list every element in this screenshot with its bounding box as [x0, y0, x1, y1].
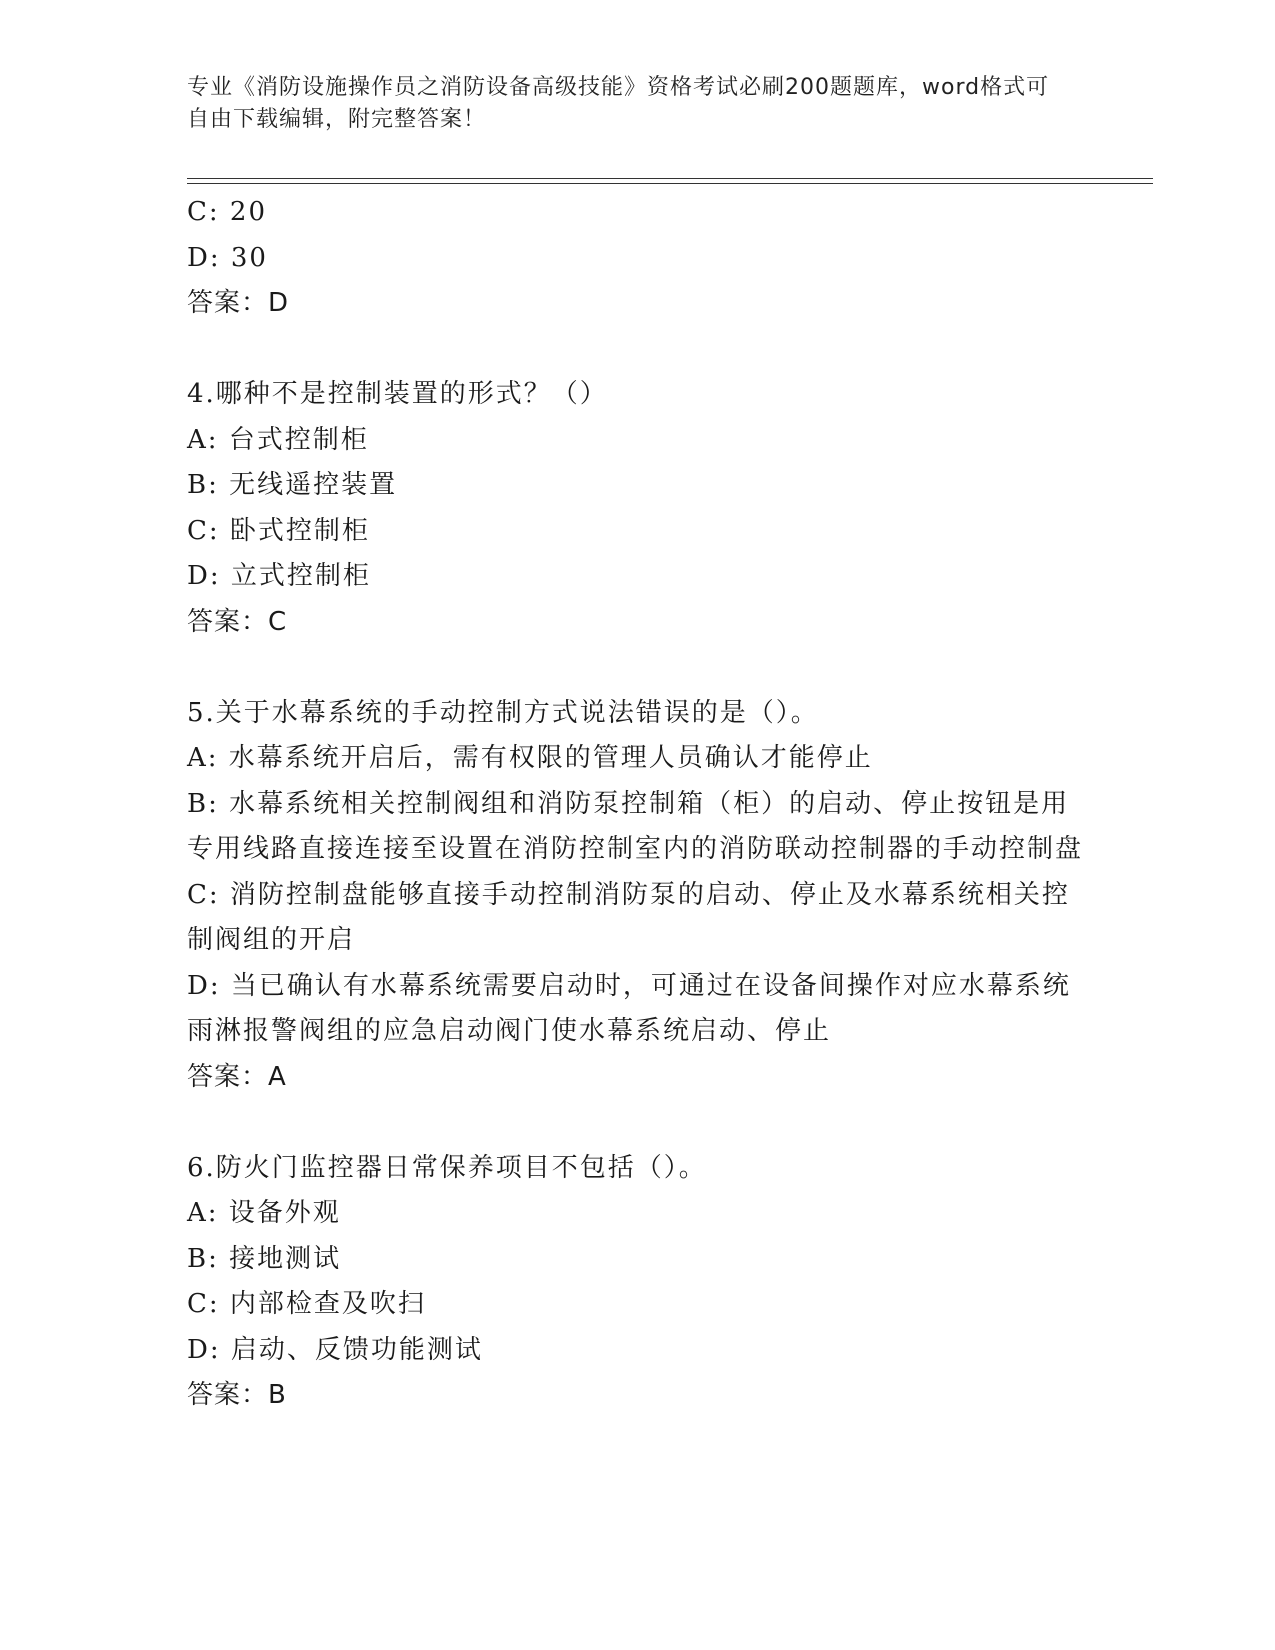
answer-label: 答案：A: [187, 1061, 287, 1092]
option-c: C: 20: [187, 197, 268, 227]
option-b: B: 无线遥控装置: [187, 470, 398, 500]
answer-label: 答案：D: [187, 288, 290, 318]
answer-label: 答案：C: [187, 606, 288, 637]
question-stem: 6.防火门监控器日常保养项目不包括（）。: [187, 1152, 707, 1183]
option-d: D: 30: [187, 242, 268, 273]
header-divider: [187, 178, 1153, 179]
spacer: [187, 1100, 1087, 1146]
question-list: [187, 190, 1087, 1419]
header-divider: [187, 183, 1153, 184]
document-header: [187, 72, 1067, 136]
option-a: A: 台式控制柜: [187, 424, 369, 455]
option-d: D: 启动、反馈功能测试: [187, 1334, 483, 1365]
option-b: B: 水幕系统相关控制阀组和消防泵控制箱（柜）的启动、停止按钮是用专用线路直接连接至设置在消防控制室内的消防联动控制器的手动控制盘: [187, 788, 1084, 864]
question-block: [187, 190, 1087, 327]
option-c: C: 内部检查及吹扫: [187, 1289, 426, 1319]
question-block: [187, 691, 1087, 1101]
option-a: A: 水幕系统开启后，需有权限的管理人员确认才能停止: [187, 743, 873, 773]
option-a: A: 设备外观: [187, 1198, 341, 1228]
question-stem: 4.哪种不是控制装置的形式？（）: [187, 379, 608, 409]
answer-label: 答案：B: [187, 1380, 287, 1410]
question-block: [187, 1146, 1087, 1419]
header-title: 专业《消防设施操作员之消防设备高级技能》资格考试必刷200题题库，word格式可自由下载编辑，附完整答案！: [187, 75, 1050, 132]
option-d: D: 立式控制柜: [187, 561, 371, 591]
option-b: B: 接地测试: [187, 1243, 342, 1274]
option-d: D: 当已确认有水幕系统需要启动时，可通过在设备间操作对应水幕系统雨淋报警阀组的应急启动阀门使水幕系统启动、停止: [187, 970, 1071, 1046]
spacer: [187, 645, 1087, 691]
option-c: C: 卧式控制柜: [187, 515, 370, 546]
question-block: [187, 372, 1087, 645]
spacer: [187, 327, 1087, 373]
option-c: C: 消防控制盘能够直接手动控制消防泵的启动、停止及水幕系统相关控制阀组的开启: [187, 879, 1070, 955]
question-stem: 5.关于水幕系统的手动控制方式说法错误的是（）。: [187, 697, 819, 728]
